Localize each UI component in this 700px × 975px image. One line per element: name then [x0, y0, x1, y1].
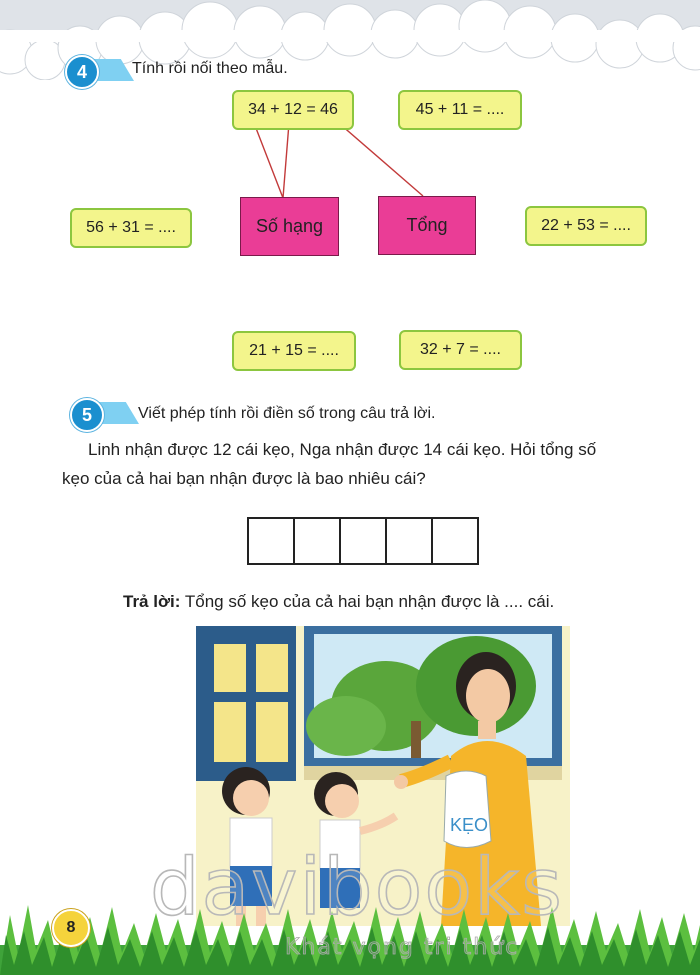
page-number: 8	[52, 909, 90, 947]
grid-cell[interactable]	[387, 519, 433, 563]
answer-text: Tổng số kẹo của cả hai bạn nhận được là .... cái.	[184, 592, 555, 611]
label-tong: Tổng	[378, 196, 476, 255]
equation-box: 56 + 31 = ....	[70, 208, 192, 248]
problem-line-1: Linh nhận được 12 cái kẹo, Nga nhận được 14 cái kẹo. Hỏi tổng số	[88, 440, 597, 459]
bag-label: KẸO	[450, 815, 489, 835]
exercise-5-badge: 5	[70, 398, 104, 432]
exercise-4-badge: 4	[65, 55, 99, 89]
grid-cell[interactable]	[295, 519, 341, 563]
grid-cell[interactable]	[433, 519, 477, 563]
exercise-5-instruction: Viết phép tính rồi điền số trong câu trả lời.	[138, 405, 436, 422]
equation-box: 21 + 15 = ....	[232, 331, 356, 371]
watermark-brand: davibooks	[150, 843, 564, 933]
grid-cell[interactable]	[249, 519, 295, 563]
answer-sentence	[123, 592, 554, 612]
exercise-4-instruction: Tính rồi nối theo mẫu.	[132, 60, 288, 77]
equation-box: 45 + 11 = ....	[398, 90, 522, 130]
calculation-grid	[247, 517, 479, 565]
watermark-slogan: Khát vọng tri thức	[285, 935, 520, 960]
connector-line	[283, 123, 289, 198]
connector-line	[254, 123, 283, 198]
equation-box: 32 + 7 = ....	[399, 330, 522, 370]
equation-box-example: 34 + 12 = 46	[232, 90, 354, 130]
equation-box: 22 + 53 = ....	[525, 206, 647, 246]
answer-label: Trả lời:	[123, 592, 181, 611]
grid-cell[interactable]	[341, 519, 387, 563]
label-so-hang: Số hạng	[240, 197, 339, 256]
problem-line-2: kẹo của cả hai bạn nhận được là bao nhiêu cái?	[62, 469, 426, 488]
